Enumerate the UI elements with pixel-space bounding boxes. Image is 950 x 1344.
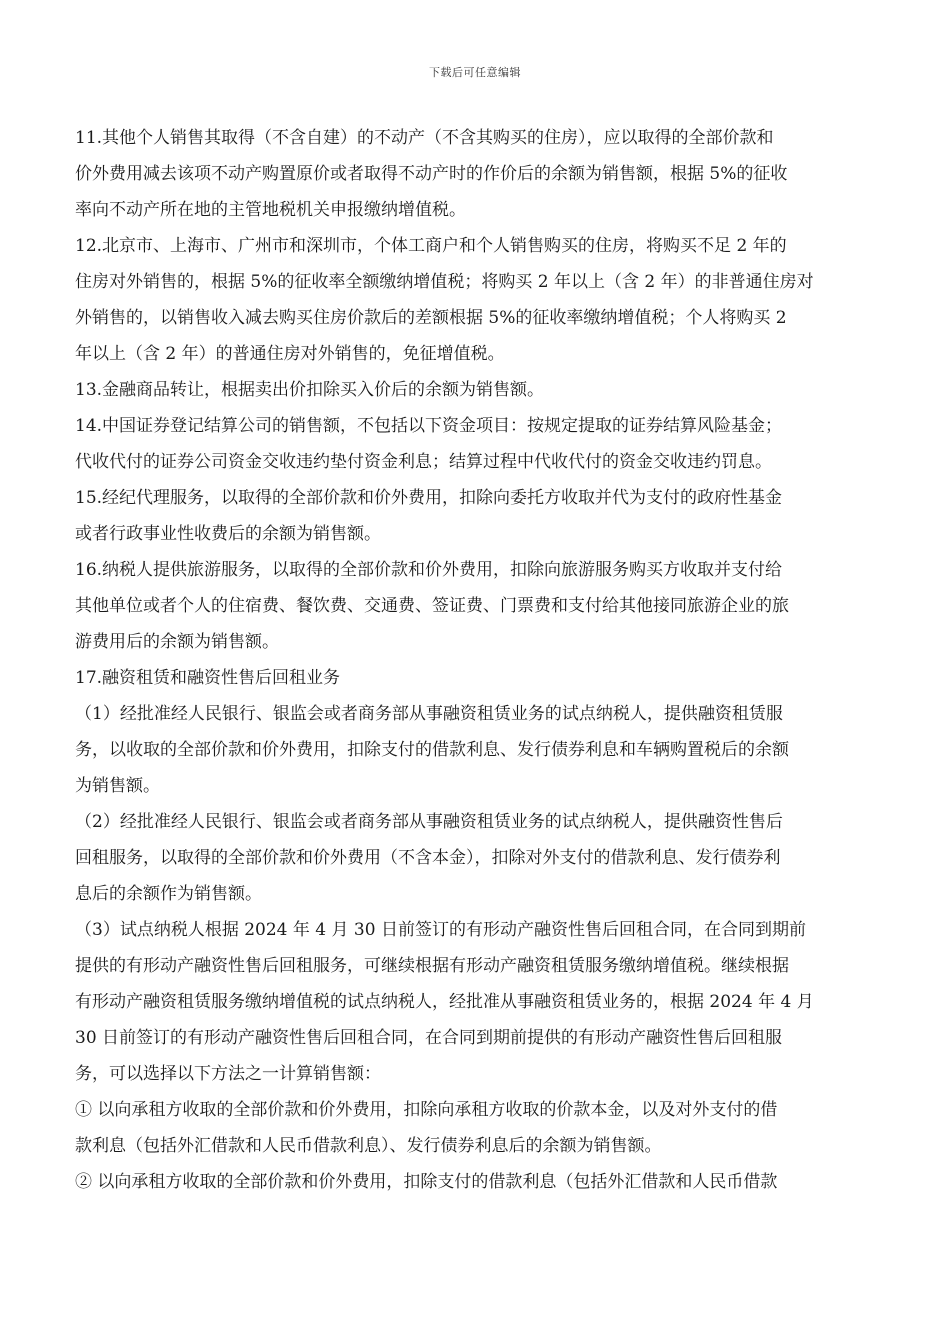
text-line: 其他单位或者个人的住宿费、餐饮费、交通费、签证费、门票费和支付给其他接同旅游企业的旅: [75, 596, 789, 616]
text-line: 16.纳税人提供旅游服务，以取得的全部价款和价外费用，扣除向旅游服务购买方收取并支付给: [75, 560, 783, 580]
text-line: 务，可以选择以下方法之一计算销售额：: [75, 1064, 381, 1084]
text-line: 外销售的，以销售收入减去购买住房价款后的差额根据 5%的征收率缴纳增值税；个人将购买 2: [75, 308, 787, 328]
text-line: ① 以向承租方收取的全部价款和价外费用，扣除向承租方收取的价款本金，以及对外支付的借: [75, 1100, 778, 1120]
text-line: 务，以收取的全部价款和价外费用，扣除支付的借款利息、发行债券利息和车辆购置税后的余额: [75, 740, 789, 760]
text-line: 息后的余额作为销售额。: [75, 884, 262, 904]
document-body: [75, 120, 887, 1200]
text-line: ② 以向承租方收取的全部价款和价外费用，扣除支付的借款利息（包括外汇借款和人民币借款: [75, 1172, 778, 1192]
text-line: 30 日前签订的有形动产融资性售后回租合同，在合同到期前提供的有形动产融资性售后回租服: [75, 1028, 783, 1048]
text-line: 提供的有形动产融资性售后回租服务，可继续根据有形动产融资租赁服务缴纳增值税。继续根据: [75, 956, 789, 976]
text-line: 或者行政事业性收费后的余额为销售额。: [75, 524, 381, 544]
text-line: 11.其他个人销售其取得（不含自建）的不动产（不含其购买的住房），应以取得的全部价款和: [75, 128, 774, 148]
page-header: 下载后可任意编辑: [429, 66, 521, 79]
text-line: 款利息（包括外汇借款和人民币借款利息）、发行债券利息后的余额为销售额。: [75, 1136, 662, 1156]
text-line: （3）试点纳税人根据 2024 年 4 月 30 日前签订的有形动产融资性售后回租合同，在合同到期前: [75, 920, 806, 940]
text-line: 回租服务，以取得的全部价款和价外费用（不含本金），扣除对外支付的借款利息、发行债券利: [75, 848, 781, 868]
text-line: 17.融资租赁和融资性售后回租业务: [75, 668, 341, 688]
text-line: 14.中国证券登记结算公司的销售额，不包括以下资金项目：按规定提取的证券结算风险基金；: [75, 416, 783, 436]
text-line: 代收代付的证券公司资金交收违约垫付资金利息；结算过程中代收代付的资金交收违约罚息。: [75, 452, 772, 472]
text-line: 年以上（含 2 年）的普通住房对外销售的，免征增值税。: [75, 344, 505, 364]
text-line: （1）经批准经人民银行、银监会或者商务部从事融资租赁业务的试点纳税人，提供融资租赁服: [75, 704, 783, 724]
text-line: 有形动产融资租赁服务缴纳增值税的试点纳税人，经批准从事融资租赁业务的，根据 2024 年 4 月: [75, 992, 814, 1012]
text-line: 为销售额。: [75, 776, 160, 796]
text-line: 率向不动产所在地的主管地税机关申报缴纳增值税。: [75, 200, 466, 220]
text-line: 价外费用减去该项不动产购置原价或者取得不动产时的作价后的余额为销售额，根据 5%的征收: [75, 164, 788, 184]
text-line: 13.金融商品转让，根据卖出价扣除买入价后的余额为销售额。: [75, 380, 545, 400]
text-line: 15.经纪代理服务，以取得的全部价款和价外费用，扣除向委托方收取并代为支付的政府性基金: [75, 488, 783, 508]
text-line: 12.北京市、上海市、广州市和深圳市，个体工商户和个人销售购买的住房，将购买不足 2 年的: [75, 236, 787, 256]
text-line: 游费用后的余额为销售额。: [75, 632, 279, 652]
text-line: （2）经批准经人民银行、银监会或者商务部从事融资租赁业务的试点纳税人，提供融资性售后: [75, 812, 783, 832]
text-line: 住房对外销售的，根据 5%的征收率全额缴纳增值税；将购买 2 年以上（含 2 年）的非普通住房对: [75, 272, 814, 292]
